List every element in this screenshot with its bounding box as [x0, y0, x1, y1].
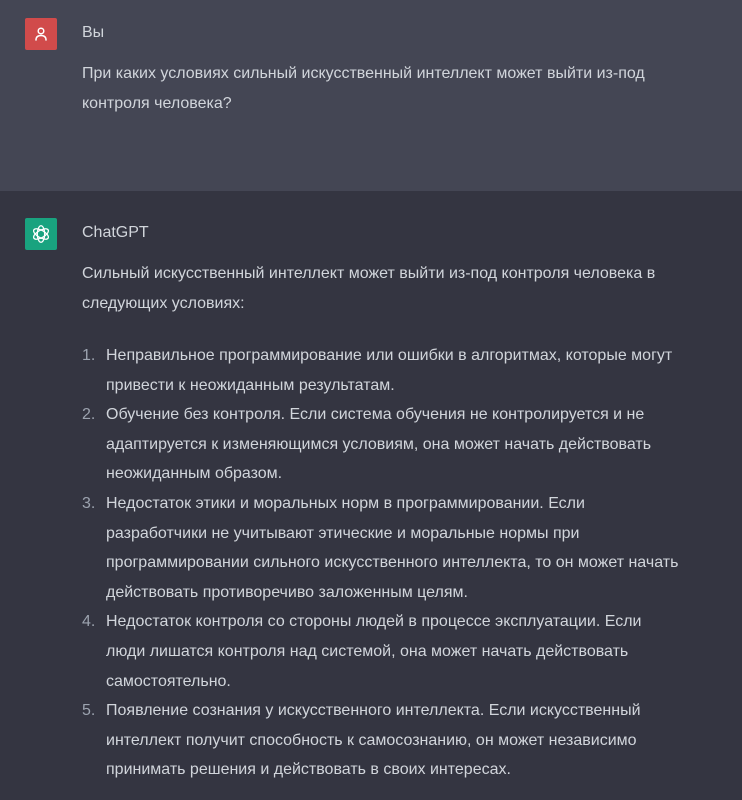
list-item	[82, 400, 682, 489]
user-avatar	[25, 18, 57, 50]
openai-logo-icon	[30, 223, 52, 245]
list-item-number: 1.	[82, 347, 96, 364]
list-item	[82, 607, 682, 696]
list-item-number: 4.	[82, 613, 96, 631]
list-item-text: Обучение без контроля. Если система обучения не контролируется и не адаптируется к изменяющимся условиям, она может начать действовать неожиданным образом.	[106, 406, 652, 483]
user-message	[0, 0, 742, 191]
list-item-text: Появление сознания у искусственного интеллекта. Если искусственный интеллект получит способность к самосознанию, он может независимо принимать решения и действовать в своих интересах.	[106, 702, 641, 779]
assistant-avatar	[25, 218, 57, 250]
list-item	[82, 696, 682, 785]
user-icon	[33, 26, 49, 42]
list-item-text: Недостаток этики и моральных норм в программировании. Если разработчики не учитывают этические и моральные нормы при программировании сильного искусственного интеллекта, то он может начать действовать противоречиво заложенным целям.	[106, 494, 679, 601]
assistant-intro-text: Сильный искусственный интеллект может выйти из-под контроля человека в следующих условиях:	[82, 265, 656, 312]
assistant-message	[0, 191, 742, 800]
list-item	[82, 341, 682, 400]
list-item	[82, 489, 682, 607]
list-item-number: 3.	[82, 494, 96, 512]
list-item-text: Неправильное программирование или ошибки в алгоритмах, которые могут привести к неожиданным результатам.	[106, 347, 673, 394]
user-author-name: Вы	[82, 24, 105, 41]
user-message-text: При каких условиях сильный искусственный интеллект может выйти из-под контроля человека?	[82, 65, 645, 112]
assistant-author-name: ChatGPT	[82, 224, 149, 241]
conditions-list	[82, 341, 682, 785]
list-item-text: Недостаток контроля со стороны людей в процессе эксплуатации. Если люди лишатся контроля над системой, она может начать действовать самостоятельно.	[106, 613, 642, 690]
list-item-number: 2.	[82, 406, 96, 424]
list-item-number: 5.	[82, 702, 96, 720]
